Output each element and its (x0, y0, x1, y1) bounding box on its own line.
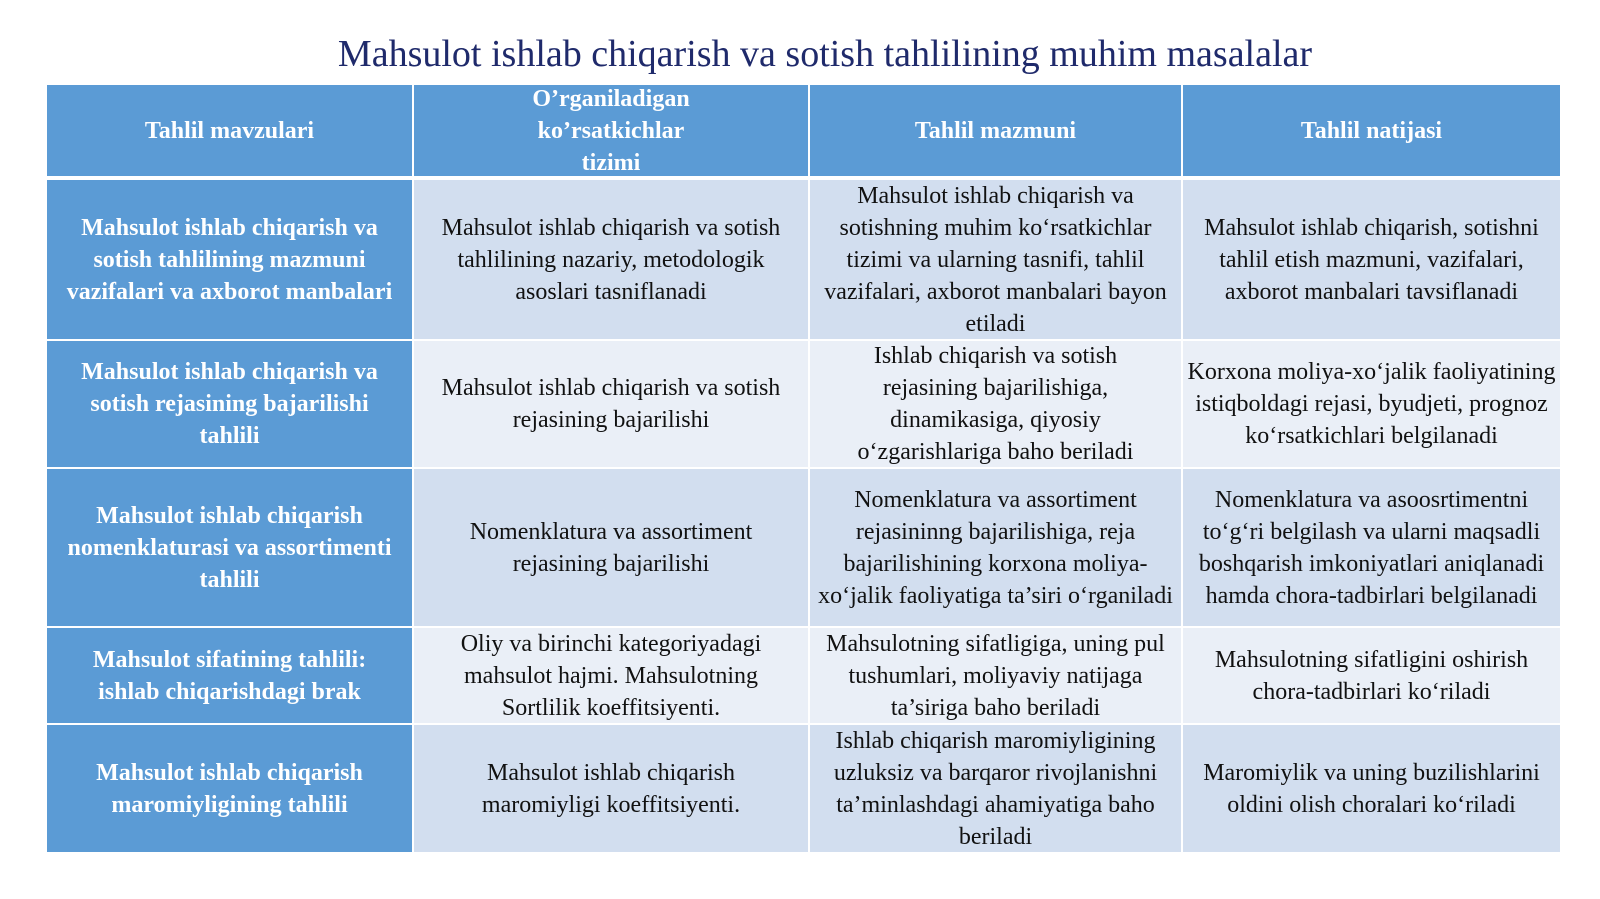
row-topic: Mahsulot ishlab chiqarish va sotish tahlilining mazmuni vazifalari va axborot manbalari (47, 180, 414, 341)
column-header-content: Tahlil mazmuni (810, 85, 1183, 180)
column-header-indicators-label: O’rganiladigan ko’rsatkichlar tizimi (532, 85, 690, 176)
row-result: Nomenklatura va asoosrtimentni to‘g‘ri belgilash va ularni maqsadli boshqarish imkoniyatlari aniqlanadi hamda chora-tadbirlari belgilanadi (1183, 469, 1562, 628)
row-result: Korxona moliya-xo‘jalik faoliyatining istiqboldagi rejasi, byudjeti, prognoz ko‘rsatkichlari belgilanadi (1183, 341, 1562, 469)
row-indicators: Oliy va birinchi kategoriyadagi mahsulot hajmi. Mahsulotning Sortlilik koeffitsiyenti. (414, 628, 810, 725)
row-indicators: Nomenklatura va assortiment rejasining bajarilishi (414, 469, 810, 628)
row-indicators: Mahsulot ishlab chiqarish va sotish tahlilining nazariy, metodologik asoslari tasniflanadi (414, 180, 810, 341)
column-header-result: Tahlil natijasi (1183, 85, 1562, 180)
row-content: Nomenklatura va assortiment rejasininng bajarilishiga, reja bajarilishining korxona moliya-xo‘jalik faoliyatiga ta’siri o‘rganiladi (810, 469, 1183, 628)
row-indicators: Mahsulot ishlab chiqarish maromiyligi koeffitsiyenti. (414, 725, 810, 854)
row-result: Mahsulotning sifatligini oshirish chora-tadbirlari ko‘riladi (1183, 628, 1562, 725)
row-result: Maromiylik va uning buzilishlarini oldini olish choralari ko‘riladi (1183, 725, 1562, 854)
column-header-indicators (414, 85, 810, 180)
row-content: Mahsulotning sifatligiga, uning pul tushumlari, moliyaviy natijaga ta’siriga baho beriladi (810, 628, 1183, 725)
row-topic: Mahsulot ishlab chiqarish nomenklaturasi va assortimenti tahlili (47, 469, 414, 628)
row-topic: Mahsulot sifatining tahlili: ishlab chiqarishdagi brak (47, 628, 414, 725)
page-title: Mahsulot ishlab chiqarish va sotish tahlilining muhim masalalar (337, 33, 1313, 75)
row-content: Ishlab chiqarish maromiyligining uzluksiz va barqaror rivojlanishni ta’minlashdagi ahamiyatiga baho beriladi (810, 725, 1183, 854)
analysis-table (47, 85, 1562, 854)
row-indicators: Mahsulot ishlab chiqarish va sotish rejasining bajarilishi (414, 341, 810, 469)
row-content: Ishlab chiqarish va sotish rejasining bajarilishiga, dinamikasiga, qiyosiy o‘zgarishlariga baho beriladi (810, 341, 1183, 469)
row-topic: Mahsulot ishlab chiqarish maromiyligining tahlili (47, 725, 414, 854)
row-result: Mahsulot ishlab chiqarish, sotishni tahlil etish mazmuni, vazifalari, axborot manbalari tavsiflanadi (1183, 180, 1562, 341)
row-content: Mahsulot ishlab chiqarish va sotishning muhim ko‘rsatkichlar tizimi va ularning tasnifi, tahlil vazifalari, axborot manbalari bayon etiladi (810, 180, 1183, 341)
column-header-topics: Tahlil mavzulari (47, 85, 414, 180)
row-topic: Mahsulot ishlab chiqarish va sotish rejasining bajarilishi tahlili (47, 341, 414, 469)
